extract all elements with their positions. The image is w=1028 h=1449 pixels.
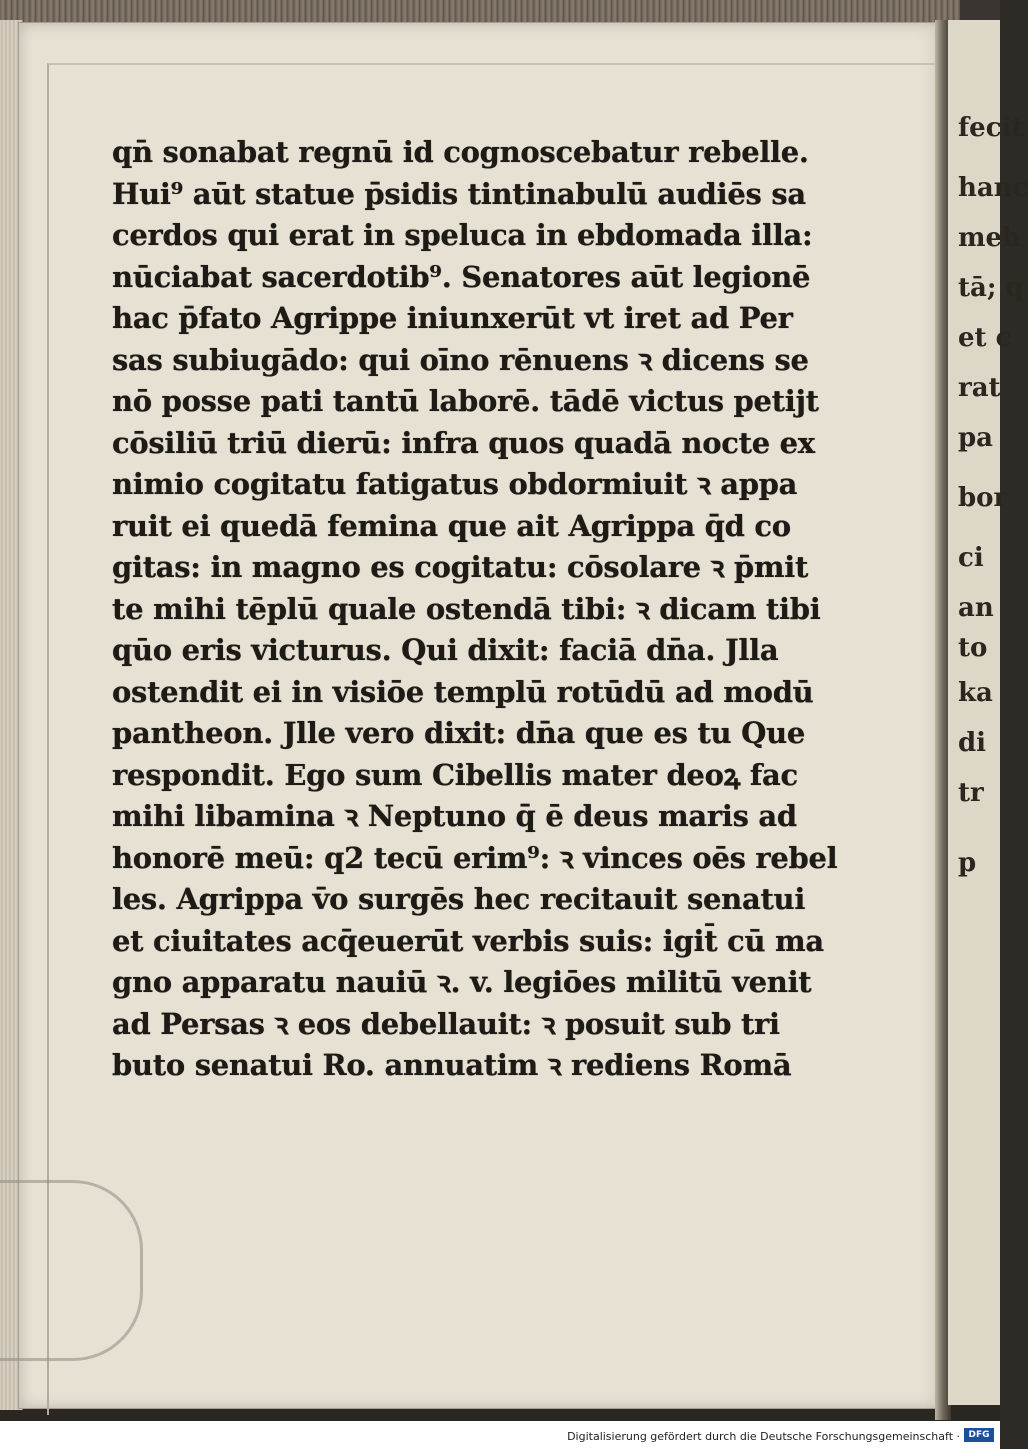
text-block xyxy=(112,132,912,1087)
facing-page-fragment: tr xyxy=(958,778,984,808)
text-line: buto senatui Ro. annuatim ꝛ rediens Romā xyxy=(112,1048,792,1082)
text-line: cerdos qui erat in speluca in ebdomada illa: xyxy=(112,218,813,252)
facing-page-fragment: pa xyxy=(958,423,994,453)
facing-page-fragment: meh xyxy=(958,223,1021,253)
text-line: Hui⁹ aūt statue p̄sidis tintinabulū audiēs sa xyxy=(112,176,806,211)
facing-page-fragment: ci xyxy=(958,543,984,573)
facing-page-fragment: di xyxy=(958,728,987,758)
text-line: nō posse pati tantū laborē. tādē victus petijt xyxy=(112,384,819,418)
text-line: gitas: in magno es cogitatu: cōsolare ꝛ p̄mit xyxy=(112,550,809,584)
text-line: pantheon. Jlle vero dixit: dn̄a que es tu Que xyxy=(112,716,806,750)
facing-page-fragment: hanc xyxy=(958,173,1028,203)
text-line: honorē meū: q2 tecū erim⁹: ꝛ vinces oēs rebel xyxy=(112,840,838,875)
facing-page-fragment: an xyxy=(958,593,994,623)
text-line: ad Persas ꝛ eos debellauit: ꝛ posuit sub tri xyxy=(112,1006,780,1041)
facing-page-fragment: bor xyxy=(958,483,1008,513)
facing-page-fragment: rat xyxy=(958,373,1001,403)
facing-page-fragment: ka xyxy=(958,678,993,708)
text-line: ostendit ei in visiōe templū rotūdū ad modū xyxy=(112,674,814,709)
text-line: nūciabat sacerdotib⁹. Senatores aūt legionē xyxy=(112,259,811,294)
text-line: sas subiugādo: qui oīno rēnuens ꝛ dicens se xyxy=(112,342,809,377)
facing-page-fragment: p xyxy=(958,848,977,878)
text-line: ruit ei quedā femina que ait Agrippa q̄d co xyxy=(112,508,791,543)
text-line: gno apparatu nauiū ꝛ. v. legiōes militū venit xyxy=(112,965,812,999)
facing-page xyxy=(948,20,1028,1405)
text-line: te mihi tēplū quale ostendā tibi: ꝛ dicam tibi xyxy=(112,591,821,626)
text-line: et ciuitates acq̄euerūt verbis suis: igit̄ cū ma xyxy=(112,923,824,958)
facing-page-fragment: to xyxy=(958,633,988,663)
facing-page-fragment: tā; q xyxy=(958,273,1024,303)
facing-page-fragment: fecit xyxy=(958,113,1024,143)
text-line: les. Agrippa v̄o surgēs hec recitauit senatui xyxy=(112,882,806,916)
text-line: respondit. Ego sum Cibellis mater deoꝝ fac xyxy=(112,757,798,792)
text-line: cōsiliū triū dierū: infra quos quadā nocte ex xyxy=(112,425,815,460)
text-line: qn̄ sonabat regnū id cognoscebatur rebelle. xyxy=(112,135,809,169)
text-line: mihi libamina ꝛ Neptuno q̄ ē deus maris ad xyxy=(112,799,797,833)
digitization-credit: Digitalisierung gefördert durch die Deutsche Forschungsgemeinschaft · xyxy=(567,1430,960,1443)
text-line: hac p̄fato Agrippe iniunxerūt vt iret ad Per xyxy=(112,301,793,335)
paper-clip-shadow xyxy=(0,1180,143,1361)
dfg-logo: DFG xyxy=(964,1428,994,1442)
text-line: qūo eris victurus. Qui dixit: faciā dn̄a. Jlla xyxy=(112,633,779,667)
facing-page-fragment: et c xyxy=(958,323,1012,353)
text-line: nimio cogitatu fatigatus obdormiuit ꝛ appa xyxy=(112,467,798,501)
